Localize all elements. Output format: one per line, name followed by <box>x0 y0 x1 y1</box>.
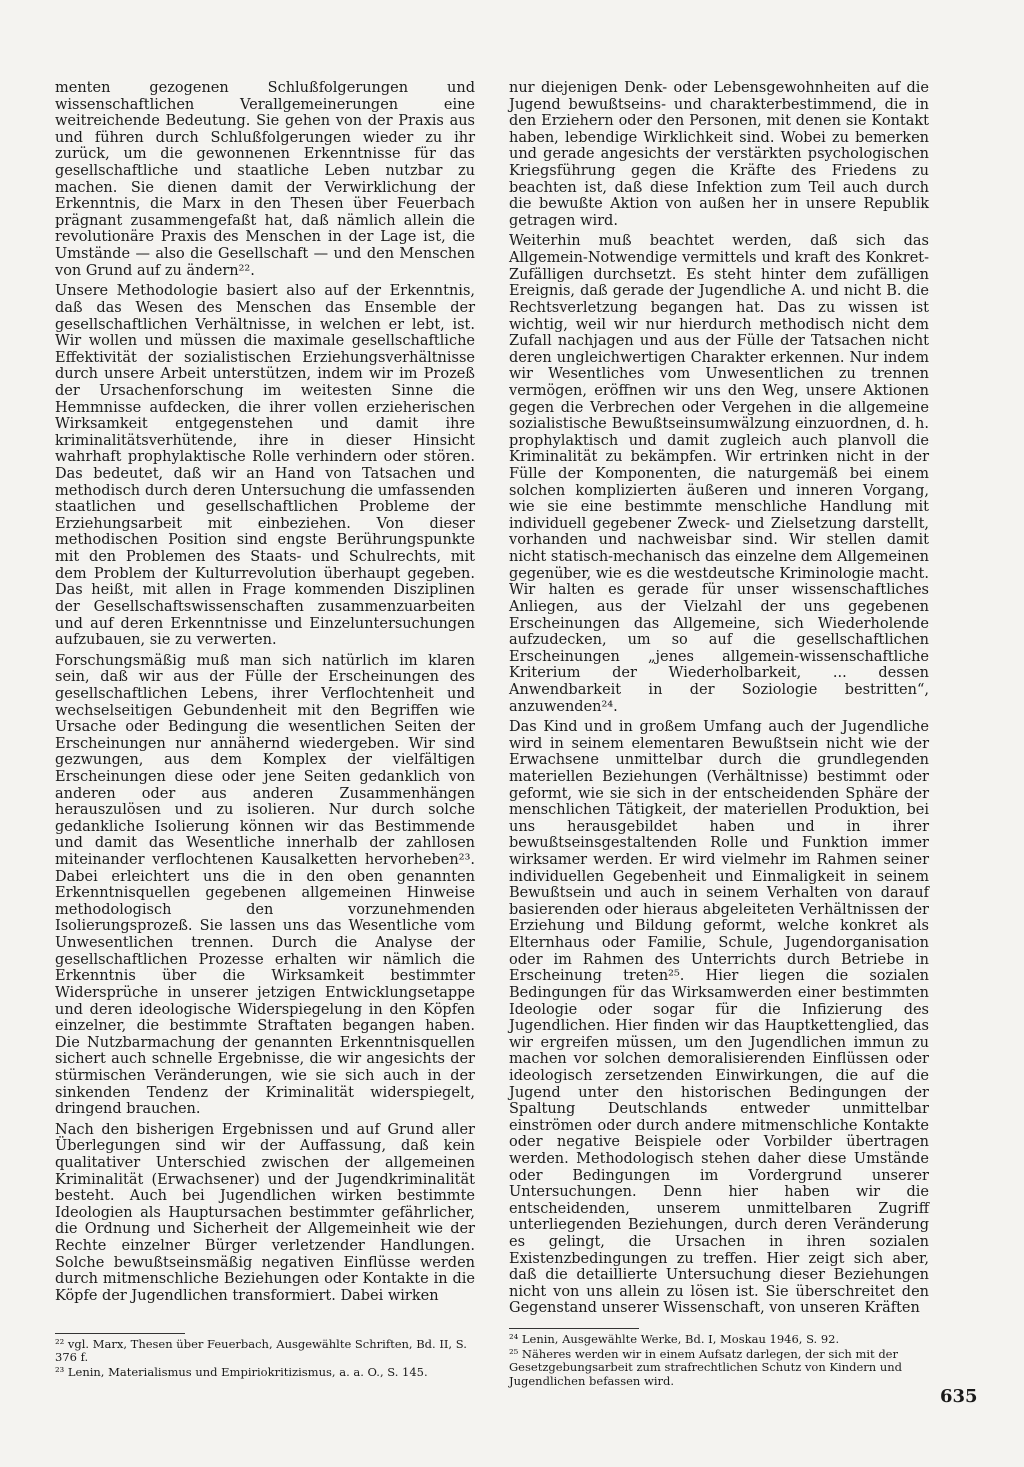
footnote: ²⁴ Lenin, Ausgewählte Werke, Bd. I, Moskau 1946, S. 92. <box>509 1332 840 1346</box>
paragraph: Unsere Methodologie basiert also auf der Erkenntnis, daß das Wesen des Menschen das Ensemble der gesellschaftlichen Verhältnisse, in welchen er lebt, ist. Wir wollen und müssen die maximale gesellschaftliche Effektivität der sozialistischen Erziehungsverhältnisse durch unsere Arbeit unterstützen, indem wir im Prozeß der Ursachenforschung im weitesten Sinne die Hemmnisse aufdecken, die ihrer vollen erzieherischen Wirksamkeit entgegenstehen und damit ihre kriminalitätsverhütende, ihre in dieser Hinsicht wahrhaft prophylaktische Rolle verhindern oder stören. Das bedeutet, daß wir an Hand von Tatsachen und methodisch durch deren Untersuchung die umfassenden staatlichen und gesellschaftlichen Probleme der Erziehungsarbeit mit einbeziehen. Von dieser methodischen Position sind engste Berührungspunkte mit den Problemen des Staats- und Schulrechts, mit dem Problem der Kulturrevolution überhaupt gegeben. Das heißt, mit allen in Frage kommenden Disziplinen der Gesellschaftswissenschaften zusammenzuarbeiten und auf deren Erkenntnisse und Einzeluntersuchungen aufzubauen, sie zu verwerten. <box>55 283 475 649</box>
paragraph: nur diejenigen Denk- oder Lebensgewohnheiten auf die Jugend bewußtseins- und charakterbestimmend, die in den Erziehern oder den Personen, mit denen sie Kontakt haben, lebendige Wirklichkeit sind. Wobei zu bemerken und gerade angesichts der verstärkten psychologischen Kriegsführung gegen die Kräfte des Friedens zu beachten ist, daß diese Infektion zum Teil auch durch die bewußte Aktion von außen her in unsere Republik getragen wird. <box>509 80 929 229</box>
footnote-divider <box>55 1333 185 1334</box>
footnotes-left <box>55 1338 485 1382</box>
page-number: 635 <box>940 1386 978 1407</box>
footnote: ²² vgl. Marx, Thesen über Feuerbach, Ausgewählte Schriften, Bd. II, S. 376 f. <box>55 1337 467 1365</box>
paragraph: menten gezogenen Schlußfolgerungen und wissenschaftlichen Verallgemeinerungen eine weitreichende Bedeutung. Sie gehen von der Praxis aus und führen durch Schlußfolgerungen wieder zu ihr zurück, um die gewonnenen Erkenntnisse für das gesellschaftliche und staatliche Leben nutzbar zu machen. Sie dienen damit der Verwirklichung der Erkenntnis, die Marx in den Thesen über Feuerbach prägnant zusammengefaßt hat, daß nämlich allein die revolutionäre Praxis des Menschen in der Lage ist, die Umstände — also die Gesellschaft — und den Menschen von Grund auf zu ändern²². <box>55 80 475 279</box>
footnote: ²³ Lenin, Materialismus und Empiriokritizismus, a. a. O., S. 145. <box>55 1365 428 1380</box>
paragraph: Nach den bisherigen Ergebnissen und auf Grund aller Überlegungen sind wir der Auffassung, daß kein qualitativer Unterschied zwischen der allgemeinen Kriminalität (Erwachsener) und der Jugendkriminalität besteht. Auch bei Jugendlichen wirken bestimmte Ideologien als Hauptursachen bestimmter gefährlicher, die Ordnung und Sicherheit der Allgemeinheit wie der Rechte einzelner Bürger verletzender Handlungen. Solche bewußtseinsmäßig negativen Einflüsse werden durch mitmenschliche Beziehungen oder Kontakte in die Köpfe der Jugendlichen transformiert. Dabei wirken <box>55 1121 475 1304</box>
paragraph: Das Kind und in großem Umfang auch der Jugendliche wird in seinem elementaren Bewußtsein nicht wie der Erwachsene unmittelbar durch die grundlegenden materiellen Beziehungen (Verhältnisse) bestimmt oder geformt, wie sie sich in der entscheidenden Sphäre der menschlichen Tätigkeit, der materiellen Produktion, bei uns herausgebildet haben und in ihrer bewußtseinsgestaltenden Rolle und Funktion immer wirksamer werden. Er wird vielmehr im Rahmen seiner individuellen Gegebenheit und Einmaligkeit in seinem Bewußtsein und auch in seinem Verhalten von darauf basierenden oder hieraus abgeleiteten Verhältnissen der Erziehung und Bildung geformt, welche konkret als Elternhaus oder Familie, Schule, Jugendorganisation oder im Rahmen des Unterrichts durch Betriebe in Erscheinung treten²⁵. Hier liegen die sozialen Bedingungen für das Wirksamwerden einer bestimmten Ideologie oder sogar für die Infizierung des Jugendlichen. Hier finden wir das Hauptkettenglied, das wir ergreifen müssen, um den Jugendlichen immun zu machen vor solchen demoralisierenden Einflüssen oder ideologisch zersetzenden Einwirkungen, die auf die Jugend unter den historischen Bedingungen der Spaltung Deutschlands entweder unmittelbar einströmen oder durch andere mitmenschliche Kontakte oder negative Beispiele oder Vorbilder übertragen werden. Methodologisch stehen daher diese Umstände oder Bedingungen im Vordergrund unserer Untersuchungen. Denn hier haben wir die entscheidenden, unserem unmittelbaren Zugriff unterliegenden Beziehungen, durch deren Veränderung es gelingt, die Ursachen in ihren sozialen Existenzbedingungen zu treffen. Hier zeigt sich aber, daß die detaillierte Untersuchung dieser Beziehungen nicht von uns allein zu lösen ist. Sie überschreitet den Gegenstand unserer Wissenschaft, von unseren Kräften <box>509 719 929 1317</box>
footnote-divider <box>509 1328 639 1329</box>
right-column <box>509 80 929 1321</box>
paragraph: Weiterhin muß beachtet werden, daß sich das Allgemein-Notwendige vermittels und kraft des Konkret-Zufälligen durchsetzt. Es steht hinter dem zufälligen Ereignis, daß gerade der Jugendliche A. und nicht B. die Rechtsverletzung begangen hat. Das zu wissen ist wichtig, weil wir nur hierdurch methodisch nicht dem Zufall nachjagen und aus der Fülle der Tatsachen nicht deren ungleichwertigen Charakter erkennen. Nur indem wir Wesentliches vom Unwesentlichen zu trennen vermögen, eröffnen wir uns den Weg, unsere Aktionen gegen die Verbrechen oder Vergehen in die allgemeine sozialistische Bewußtseinsumwälzung einzuordnen, d. h. prophylaktisch und damit zugleich auch planvoll die Kriminalität zu bekämpfen. Wir ertrinken nicht in der Fülle der Komponenten, die naturgemäß bei einem solchen komplizierten äußeren und inneren Vorgang, wie sie eine bestimmte menschliche Handlung mit individuell gegebener Zweck- und Zielsetzung darstellt, vorhanden und nachweisbar sind. Wir stellen damit nicht statisch-mechanisch das einzelne dem Allgemeinen gegenüber, wie es die westdeutsche Kriminologie macht. Wir halten es gerade für unser wissenschaftliches Anliegen, aus der Vielzahl der uns gegebenen Erscheinungen das Allgemeine, sich Wiederholende aufzudecken, um so auf die gesellschaftlichen Erscheinungen „jenes allgemein-wissenschaftliche Kriterium der Wiederholbarkeit, ... dessen Anwendbarkeit in der Soziologie bestritten“, anzuwenden²⁴. <box>509 233 929 715</box>
left-column <box>55 80 475 1308</box>
footnotes-right <box>509 1333 929 1390</box>
paragraph: Forschungsmäßig muß man sich natürlich im klaren sein, daß wir aus der Fülle der Erscheinungen des gesellschaftlichen Lebens, ihrer Verflochtenheit und wechselseitigen Gebundenheit mit den Begriffen wie Ursache oder Bedingung die wesentlichen Seiten der Erscheinungen nur annähernd wiedergeben. Wir sind gezwungen, aus dem Komplex der vielfältigen Erscheinungen diese oder jene Seiten gedanklich von anderen oder aus anderen Zusammenhängen herauszulösen und zu isolieren. Nur durch solche gedankliche Isolierung können wir das Bestimmende und damit das Wesentliche innerhalb der zahllosen miteinander verflochtenen Kausalketten hervorheben²³. Dabei erleichtert uns die in den oben genannten Erkenntnisquellen gegebenen allgemeinen Hinweise methodologisch den vorzunehmenden Isolierungsprozeß. Sie lassen uns das Wesentliche vom Unwesentlichen trennen. Durch die Analyse der gesellschaftlichen Prozesse erhalten wir nämlich die Erkenntnis über die Wirksamkeit bestimmter Widersprüche in unserer jetzigen Entwicklungsetappe und deren ideologische Widerspiegelung in den Köpfen einzelner, die bestimmte Straftaten begangen haben. Die Nutzbarmachung der genannten Erkenntnisquellen sichert auch schnelle Ergebnisse, die wir angesichts der stürmischen Veränderungen, wie sie sich auch in der sinkenden Tendenz der Kriminalität widerspiegelt, dringend brauchen. <box>55 652 475 1118</box>
footnote: ²⁵ Näheres werden wir in einem Aufsatz darlegen, der sich mit der Gesetzgebungsarbeit zum strafrechtlichen Schutz von Kindern und Jugendlichen befassen wird. <box>509 1347 902 1388</box>
